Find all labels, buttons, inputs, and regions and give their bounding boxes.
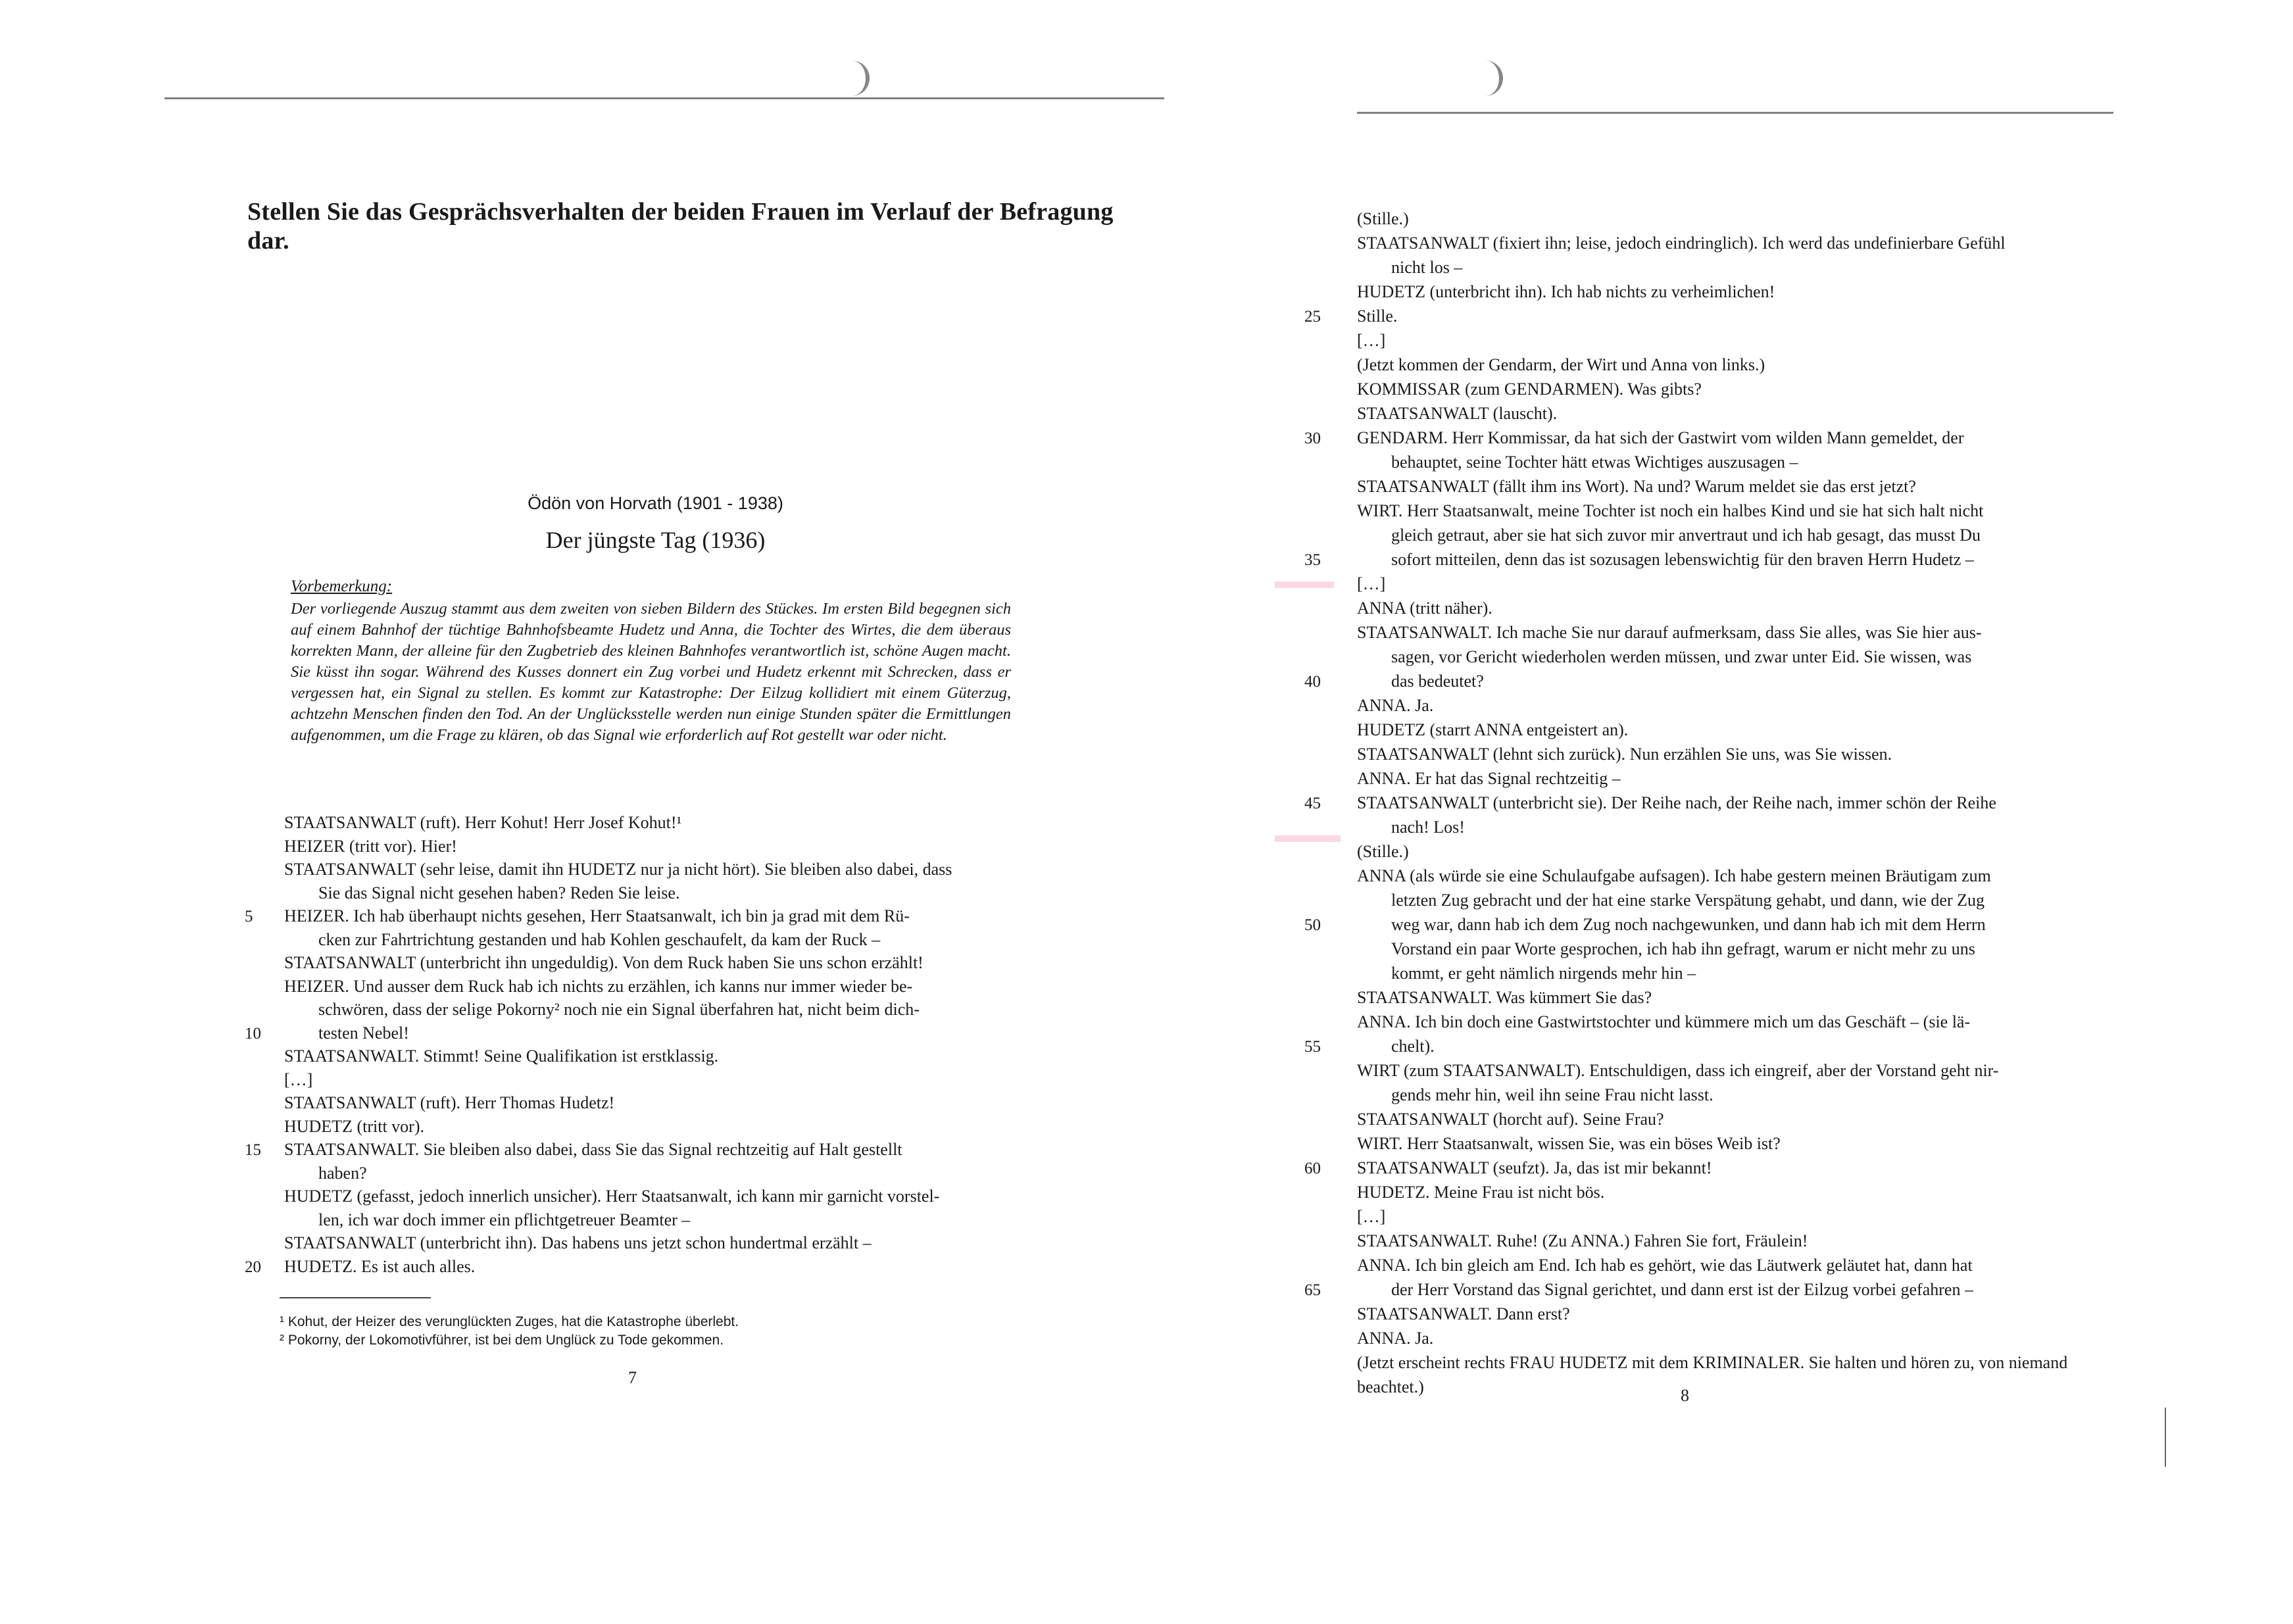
dialogue-line: STAATSANWALT (seufzt). Ja, das ist mir bekannt! [1357, 1158, 1712, 1177]
page-number: 7 [628, 1368, 637, 1387]
line-number: 40 [1304, 673, 1321, 691]
dialogue-line: STAATSANWALT (lauscht). [1357, 404, 1558, 423]
preface-heading: Vorbemerkung: [291, 578, 393, 595]
dialogue-line: STAATSANWALT (fixiert ihn; leise, jedoch eindringlich). Ich werd das undefinierbare Gefühl [1357, 234, 2006, 253]
dialogue-line: (Stille.) [1357, 209, 1409, 228]
line-number: 45 [1304, 795, 1321, 812]
scan-edge-line [1357, 112, 2113, 114]
punch-hole [1482, 61, 1503, 96]
dialogue-line: […] [1357, 574, 1386, 593]
dialogue-line: HUDETZ (gefasst, jedoch innerlich unsicher). Herr Staatsanwalt, ich kann mir garnicht vorstel- [284, 1187, 940, 1206]
dialogue-line: beachtet.) [1357, 1377, 1424, 1396]
dialogue-line: WIRT (zum STAATSANWALT). Entschuldigen, dass ich eingreif, aber der Vorstand geht nir- [1357, 1061, 1999, 1080]
dialogue-line: ANNA. Ich bin doch eine Gastwirtstochter und kümmere mich um das Geschäft – (sie lä- [1357, 1012, 1971, 1031]
dialogue-line: behauptet, seine Tochter hätt etwas Wichtiges auszusagen – [1391, 453, 1798, 472]
dialogue-line: ANNA. Er hat das Signal rechtzeitig – [1357, 769, 1621, 788]
dialogue-line: STAATSANWALT (ruft). Herr Kohut! Herr Josef Kohut!¹ [284, 813, 682, 832]
dialogue-line: cken zur Fahrtrichtung gestanden und hab Kohlen geschaufelt, da kam der Ruck – [318, 929, 881, 949]
dialogue-line: testen Nebel! [318, 1023, 409, 1043]
dialogue-line: STAATSANWALT (sehr leise, damit ihn HUDETZ nur ja nicht hört). Sie bleiben also dabei, dass [284, 860, 952, 879]
dialogue-line: HUDETZ (starrt ANNA entgeistert an). [1357, 720, 1629, 739]
dialogue-line: KOMMISSAR (zum GENDARMEN). Was gibts? [1357, 380, 1702, 399]
line-number: 55 [1304, 1038, 1321, 1056]
dialogue-line: weg war, dann hab ich dem Zug noch nachgewunken, und dann hab ich mit dem Herrn [1391, 915, 1986, 934]
dialogue-line: STAATSANWALT. Was kümmert Sie das? [1357, 988, 1652, 1007]
line-number: 60 [1304, 1160, 1321, 1177]
dialogue-line: HEIZER. Ich hab überhaupt nichts gesehen, Herr Staatsanwalt, ich bin ja grad mit dem Rü- [284, 906, 910, 925]
dialogue-line: ANNA (als würde sie eine Schulaufgabe aufsagen). Ich habe gestern meinen Bräutigam zum [1357, 866, 1991, 885]
dialogue-line: HUDETZ (unterbricht ihn). Ich hab nichts zu verheimlichen! [1357, 282, 1775, 301]
dialogue-line: STAATSANWALT (unterbricht ihn ungeduldig). Von dem Ruck haben Sie uns schon erzählt! [284, 953, 924, 972]
left-page [0, 0, 1146, 1624]
scan-edge-line [164, 97, 1164, 99]
dialogue-line: (Jetzt erscheint rechts FRAU HUDETZ mit dem KRIMINALER. Sie halten und hören zu, von niemand [1357, 1353, 2068, 1372]
dialogue-line: HUDETZ (tritt vor). [284, 1116, 425, 1136]
dialogue-line: STAATSANWALT. Sie bleiben also dabei, dass Sie das Signal rechtzeitig auf Halt gestellt [284, 1140, 902, 1159]
author-line: Ödön von Horvath (1901 - 1938) [528, 493, 783, 513]
preface-text: Der vorliegende Auszug stammt aus dem zweiten von sieben Bildern des Stückes. Im ersten Bild begegnen sich auf einem Bahnhof der tüchtige Bahnhofsbeamte Hudetz und Anna, die Tochter des Wirtes, die dem überaus korrekten Mann, der alleine für den Zugbetrieb des kleinen Bahnhofes verantwortlich ist, schöne Augen macht. Sie küsst ihn sogar. Während des Kusses donnert ein Zug vorbei und Hudetz erkennt mit Schrecken, dass er vergessen hat, ein Signal zu stellen. Es kommt zur Katastrophe: Der Eilzug kollidiert mit einem Güterzug, achtzehn Menschen finden den Tod. An der Unglücksstelle werden nun einige Stunden später die Ermittlungen aufgenommen, um die Frage zu klären, ob das Signal wie erforderlich auf Rot gestellt war oder nicht. [291, 600, 1011, 744]
dialogue-line: STAATSANWALT (fällt ihm ins Wort). Na und? Warum meldet sie das erst jetzt? [1357, 477, 1916, 496]
dialogue-line: STAATSANWALT (horcht auf). Seine Frau? [1357, 1110, 1664, 1129]
scan-margin-line [2165, 1408, 2166, 1467]
dialogue-line: schwören, dass der selige Pokorny² noch nie ein Signal überfahren hat, nicht beim dich- [318, 1000, 920, 1019]
dialogue-line: ANNA. Ja. [1357, 1329, 1434, 1348]
highlight-mark [1275, 835, 1341, 842]
line-number: 10 [245, 1024, 261, 1043]
dialogue-line: nicht los – [1391, 258, 1463, 277]
line-number: 30 [1304, 430, 1321, 447]
line-number: 65 [1304, 1281, 1321, 1299]
dialogue-line: Stille. [1357, 307, 1398, 326]
dialogue-line: kommt, er geht nämlich nirgends mehr hin – [1391, 964, 1696, 983]
line-number: 5 [245, 908, 253, 925]
dialogue-line: das bedeutet? [1391, 672, 1484, 691]
dialogue-line: letzten Zug gebracht und der hat eine starke Verspätung gehabt, und dann, wie der Zug [1391, 891, 1985, 910]
dialogue-line: STAATSANWALT. Dann erst? [1357, 1304, 1570, 1323]
dialogue-line: (Stille.) [1357, 842, 1409, 861]
line-number: 25 [1304, 308, 1321, 326]
line-number: 15 [245, 1141, 261, 1159]
dialogue-line: HEIZER. Und ausser dem Ruck hab ich nichts zu erzählen, ich kanns nur immer wieder be- [284, 976, 913, 996]
page-number: 8 [1681, 1386, 1689, 1405]
dialogue-line: STAATSANWALT. Ich mache Sie nur darauf aufmerksam, dass Sie alles, was Sie hier aus- [1357, 623, 1982, 642]
dialogue-line: HUDETZ. Meine Frau ist nicht bös. [1357, 1183, 1605, 1202]
dialogue-line: nach! Los! [1391, 818, 1465, 837]
dialogue-line: STAATSANWALT. Ruhe! (Zu ANNA.) Fahren Sie fort, Fräulein! [1357, 1231, 1808, 1250]
line-number: 35 [1304, 551, 1321, 569]
footnote-2: ² Pokorny, der Lokomotivführer, ist bei dem Unglück zu Tode gekommen. [280, 1333, 724, 1348]
right-page [1146, 0, 2293, 1624]
dialogue-line: sofort mitteilen, denn das ist sozusagen lebenswichtig für den braven Herrn Hudetz – [1391, 550, 1974, 569]
dialogue-line: GENDARM. Herr Kommissar, da hat sich der Gastwirt vom wilden Mann gemeldet, der [1357, 428, 1964, 447]
dialogue-line: haben? [318, 1163, 367, 1183]
dialogue-line: (Jetzt kommen der Gendarm, der Wirt und Anna von links.) [1357, 355, 1765, 374]
line-number: 50 [1304, 916, 1321, 934]
dialogue-line: len, ich war doch immer ein pflichtgetreuer Beamter – [318, 1210, 691, 1229]
dialogue-line: STAATSANWALT (ruft). Herr Thomas Hudetz! [284, 1093, 615, 1112]
dialogue-line: ANNA (tritt näher). [1357, 599, 1492, 618]
dialogue-line: […] [284, 1070, 313, 1089]
dialogue-line: gleich getraut, aber sie hat sich zuvor mir anvertraut und ich hab gesagt, das musst Du [1391, 526, 1981, 545]
highlight-mark [1275, 581, 1334, 588]
dialogue-line: Sie das Signal nicht gesehen haben? Reden Sie leise. [318, 883, 680, 902]
dialogue-line: STAATSANWALT. Stimmt! Seine Qualifikation ist erstklassig. [284, 1046, 719, 1066]
dialogue-line: HUDETZ. Es ist auch alles. [284, 1256, 476, 1276]
footnote-1: ¹ Kohut, der Heizer des verunglückten Zuges, hat die Katastrophe überlebt. [280, 1314, 739, 1329]
dialogue-line: der Herr Vorstand das Signal gerichtet, und dann erst ist der Eilzug vorbei gefahren – [1391, 1280, 1973, 1299]
line-number: 20 [245, 1258, 261, 1276]
dialogue-line: Vorstand ein paar Worte gesprochen, ich hab ihn gefragt, warum er nicht mehr zu uns [1391, 939, 1975, 958]
dialogue-line: STAATSANWALT (unterbricht sie). Der Reihe nach, der Reihe nach, immer schön der Reihe [1357, 793, 1996, 812]
task-heading: Stellen Sie das Gesprächsverhalten der beiden Frauen im Verlauf der Befragung dar. [247, 198, 1114, 255]
dialogue-line: gends mehr hin, weil ihn seine Frau nicht lasst. [1391, 1085, 1714, 1104]
dialogue-line: […] [1357, 331, 1386, 350]
dialogue-line: sagen, vor Gericht wiederholen werden müssen, und zwar unter Eid. Sie wissen, was [1391, 647, 1972, 666]
dialogue-line: STAATSANWALT (unterbricht ihn). Das habens uns jetzt schon hundertmal erzählt – [284, 1233, 872, 1252]
work-title: Der jüngste Tag (1936) [545, 527, 766, 553]
footnote-rule [280, 1297, 431, 1298]
dialogue-line: WIRT. Herr Staatsanwalt, meine Tochter ist noch ein halbes Kind und sie hat sich halt nicht [1357, 501, 1984, 520]
dialogue-line: STAATSANWALT (lehnt sich zurück). Nun erzählen Sie uns, was Sie wissen. [1357, 745, 1892, 764]
dialogue-line: WIRT. Herr Staatsanwalt, wissen Sie, was ein böses Weib ist? [1357, 1134, 1781, 1153]
punch-hole [849, 61, 870, 96]
dialogue-line: ANNA. Ja. [1357, 696, 1434, 715]
dialogue-line: ANNA. Ich bin gleich am End. Ich hab es gehört, wie das Läutwerk geläutet hat, dann hat [1357, 1256, 1973, 1275]
dialogue-line: HEIZER (tritt vor). Hier! [284, 836, 457, 856]
dialogue-line: […] [1357, 1207, 1386, 1226]
dialogue-line: chelt). [1391, 1037, 1435, 1056]
